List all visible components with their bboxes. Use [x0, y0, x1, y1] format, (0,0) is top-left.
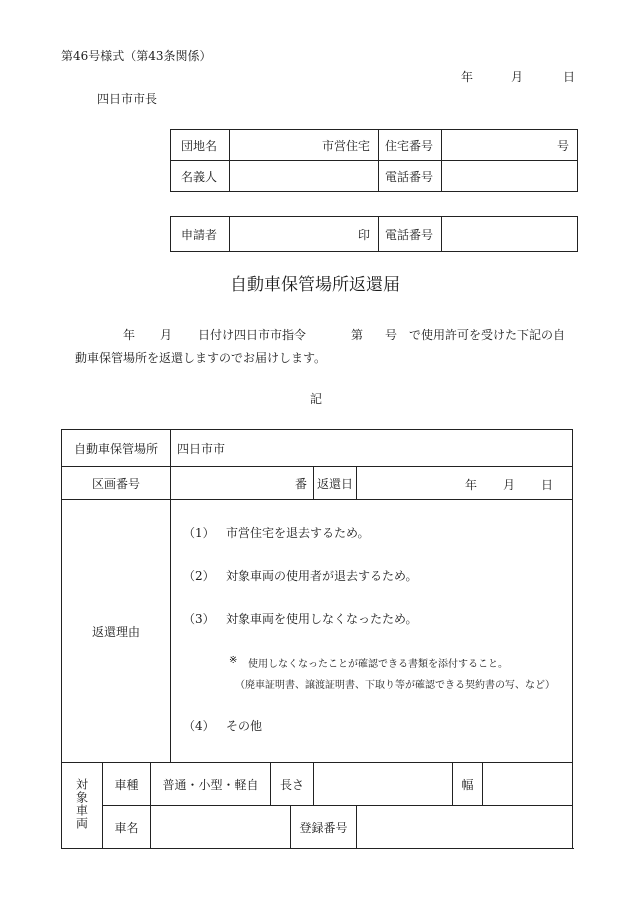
reason-label: 返還理由: [62, 500, 171, 763]
length-label: 長さ: [271, 763, 314, 806]
body-year: 年: [123, 328, 136, 342]
main-table: [61, 429, 573, 849]
applicant-field[interactable]: [230, 217, 379, 252]
reason-4-number: （4）: [183, 719, 215, 733]
reason-4-text[interactable]: その他: [226, 719, 263, 733]
width-label: 幅: [453, 763, 483, 806]
holder-field[interactable]: [230, 161, 379, 192]
return-year: 年: [465, 478, 478, 492]
reason-1-number: （1）: [183, 526, 215, 540]
length-field[interactable]: [314, 763, 453, 806]
name-field[interactable]: [151, 806, 291, 849]
reg-field[interactable]: [357, 806, 573, 849]
applicant-label: 申請者: [171, 217, 230, 252]
addressee: 四日市市長: [97, 92, 158, 106]
reason-3-text[interactable]: 対象車両を使用しなくなったため。: [226, 612, 418, 626]
type-value[interactable]: 普通・小型・軽自: [151, 763, 271, 806]
date-year-label: 年: [461, 70, 474, 84]
complex-field[interactable]: [230, 130, 379, 161]
reason-2-number: （2）: [183, 569, 215, 583]
phone-field[interactable]: [442, 161, 578, 192]
applicant-phone-label: 電話番号: [379, 217, 442, 252]
block-field[interactable]: [171, 467, 314, 500]
body-dai: 第: [351, 328, 364, 342]
ban-label: 番: [295, 476, 308, 491]
ki-mark: 記: [310, 392, 323, 406]
body-date-text: 日付け四日市市指令: [198, 328, 307, 342]
complex-suffix: 市営住宅: [321, 138, 370, 153]
seal-mark: 印: [357, 227, 370, 242]
return-day: 日: [541, 478, 554, 492]
return-month: 月: [503, 478, 516, 492]
phone-label: 電話番号: [379, 161, 442, 192]
form-number: 第46号様式（第43条関係）: [61, 49, 212, 63]
vehicle-label-cell: [62, 763, 103, 849]
document-title: 自動車保管場所返還届: [230, 275, 400, 295]
note-line-1: 使用しなくなったことが確認できる書類を添付すること。: [248, 659, 509, 670]
note-line-2: （廃車証明書、譲渡証明書、下取り等が確認できる契約書の写、など）: [235, 680, 556, 691]
location-field[interactable]: [171, 430, 573, 467]
note-mark: ※: [229, 655, 238, 666]
reason-1-text[interactable]: 市営住宅を退去するため。: [226, 526, 370, 540]
applicant-phone-field[interactable]: [442, 217, 578, 252]
width-field[interactable]: [483, 763, 573, 806]
complex-label: 団地名: [171, 130, 230, 161]
vehicle-label: 対象車両: [74, 778, 89, 830]
unit-label: 住宅番号: [379, 130, 442, 161]
date-month-label: 月: [511, 70, 524, 84]
unit-field[interactable]: [442, 130, 578, 161]
return-date-field[interactable]: [357, 467, 573, 500]
body-go-text: 号 で使用許可を受けた下記の自: [385, 328, 566, 342]
applicant-table: [170, 216, 578, 252]
housing-info-table: [170, 129, 578, 192]
body-line2: 動車保管場所を返還しますのでお届けします。: [75, 351, 327, 365]
body-month: 月: [160, 328, 173, 342]
reg-label: 登録番号: [291, 806, 357, 849]
reason-area: [171, 500, 573, 763]
date-day-label: 日: [563, 70, 576, 84]
holder-label: 名義人: [171, 161, 230, 192]
type-label: 車種: [103, 763, 151, 806]
reason-2-text[interactable]: 対象車両の使用者が退去するため。: [226, 569, 418, 583]
location-value: 四日市市: [177, 441, 226, 456]
return-date-label: 返還日: [314, 467, 357, 500]
block-label: 区画番号: [62, 467, 171, 500]
location-label: 自動車保管場所: [62, 430, 171, 467]
unit-suffix: 号: [556, 138, 569, 153]
reason-3-number: （3）: [183, 612, 215, 626]
name-label: 車名: [103, 806, 151, 849]
